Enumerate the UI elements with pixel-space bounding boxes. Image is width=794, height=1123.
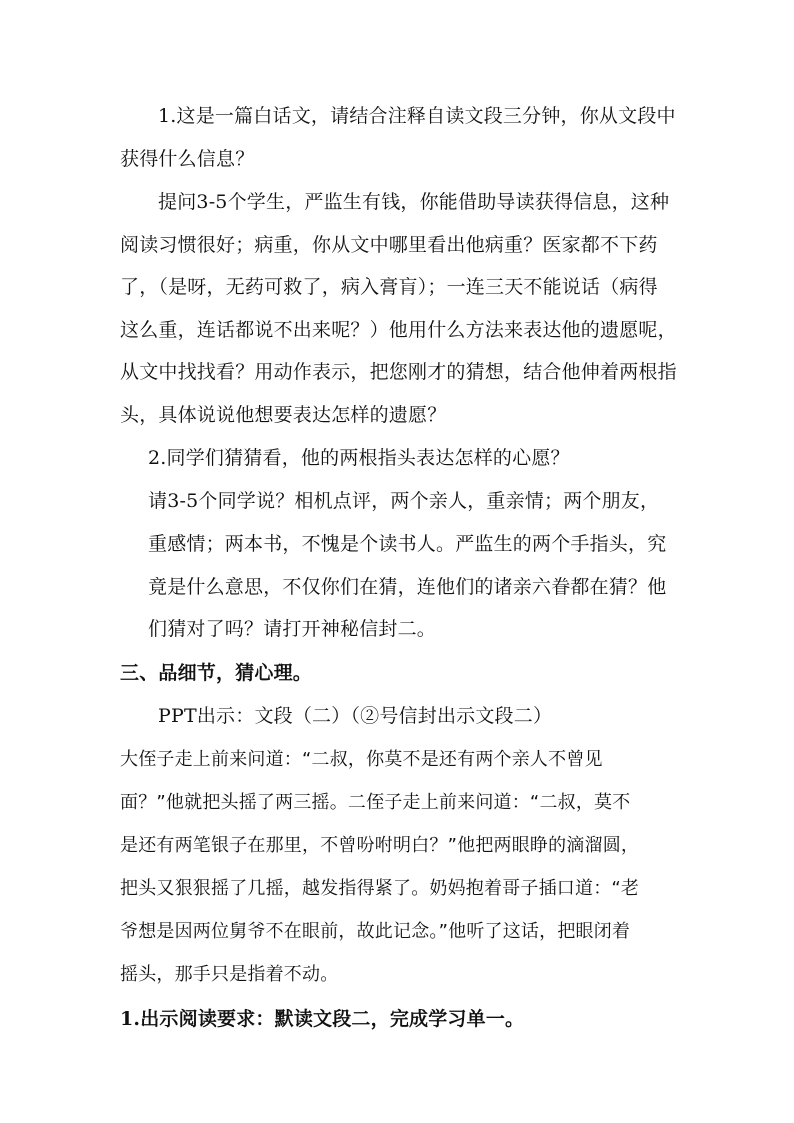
answer-2-line-4: 们猜对了吗？请打开神秘信封二。: [148, 618, 437, 640]
section-3-heading: 三、品细节，猜心理。: [120, 662, 313, 684]
answer-1-line-3: 了，（是呀，无药可救了，病入膏肓）；一连三天不能说话（病得: [120, 276, 658, 298]
answer-1-line-6: 头，具体说说他想要表达怎样的遗愿？: [120, 404, 447, 426]
excerpt-line-5: 爷想是因两位舅爷不在眼前，故此记念。”他听了这话，把眼闭着: [120, 921, 631, 942]
answer-1-line-4: 这么重，连话都说不出来呢？）他用什么方法来表达他的遗愿呢，: [120, 319, 677, 341]
question-1-line-1: 1.这是一篇白话文，请结合注释自读文段三分钟，你从文段中: [158, 105, 676, 127]
excerpt-line-2: 面？”他就把头摇了两三摇。二侄子走上前来问道：“二叔，莫不: [120, 792, 631, 813]
question-2-line-1: 2.同学们猜猜看，他的两根指头表达怎样的心愿？: [148, 447, 570, 469]
answer-1-line-1: 提问3-5个学生，严监生有钱，你能借助导读获得信息，这种: [158, 191, 670, 213]
answer-2-line-3: 竟是什么意思，不仅你们在猜，连他们的诸亲六眷都在猜？他: [148, 576, 667, 598]
excerpt-line-6: 摇头，那手只是指着不动。: [120, 964, 339, 985]
answer-1-line-5: 从文中找找看？用动作表示，把您刚才的猜想，结合他伸着两根指: [120, 361, 677, 383]
answer-1-line-2: 阅读习惯很好；病重，你从文中哪里看出他病重？医家都不下药: [120, 234, 658, 256]
answer-2-line-2: 重感情；两本书，不愧是个读书人。严监生的两个手指头，究: [148, 533, 667, 555]
reading-requirement: 1.出示阅读要求：默读文段二，完成学习单一。: [120, 1008, 525, 1030]
ppt-instruction: PPT出示：文段（二）（②号信封出示文段二）: [158, 705, 553, 727]
excerpt-line-3: 是还有两笔银子在那里，不曾吩咐明白？”他把两眼睁的滴溜圆，: [120, 835, 640, 856]
answer-2-line-1: 请3-5个同学说？相机点评，两个亲人，重亲情；两个朋友，: [148, 490, 660, 512]
question-1-line-2: 获得什么信息？: [120, 148, 255, 170]
excerpt-line-1: 大侄子走上前来问道：“二叔，你莫不是还有两个亲人不曾见: [120, 749, 603, 770]
excerpt-line-4: 把头又狠狠摇了几摇，越发指得紧了。奶妈抱着哥子插口道：“老: [120, 878, 640, 899]
